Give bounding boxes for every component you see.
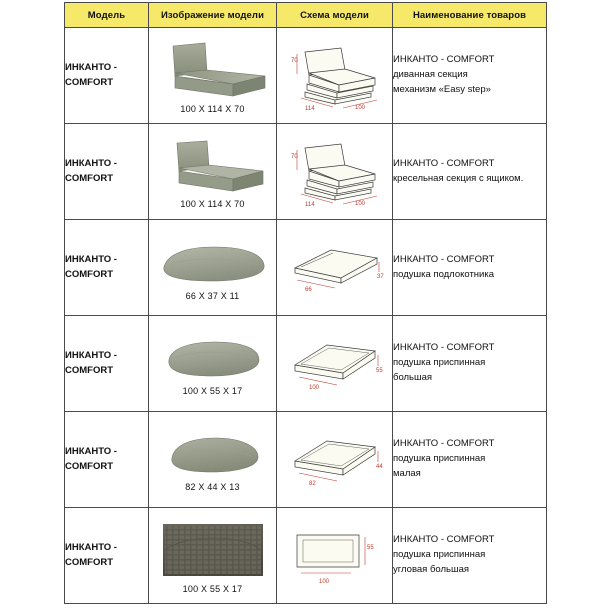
column-header-model: Модель: [65, 3, 149, 28]
cell-image: [149, 508, 277, 604]
scheme-label-depth: 114: [304, 105, 315, 112]
column-header-image: Изображение модели: [149, 3, 277, 28]
scheme-label-width: 66: [304, 286, 312, 293]
cell-image: [149, 28, 277, 124]
product-photo-back-pillow-small: [149, 424, 276, 496]
product-name-sub-2: большая: [393, 371, 433, 383]
scheme-label-height: 70: [290, 153, 298, 160]
product-photo-corner-pillow: [149, 514, 276, 598]
product-name-sub-1: подушка подлокотника: [393, 268, 495, 280]
product-name-sub-1: подушка приспинная: [393, 549, 486, 561]
product-name-sub-1: диванная секция: [393, 69, 468, 81]
product-name-title: ИНКАНТО - COMFORT: [393, 534, 495, 546]
cell-model: ИНКАНТО - COMFORT: [65, 508, 149, 604]
sofa-section-photo: [153, 40, 273, 102]
cell-image: [149, 124, 277, 220]
scheme-drawing-armchair-section: [283, 138, 387, 206]
scheme-drawing-corner-pillow: [283, 523, 387, 589]
table-header: [65, 3, 547, 28]
column-header-name: Наименование товаров: [393, 3, 547, 28]
catalog-page: [0, 2, 608, 610]
product-name-sub-2: угловая большая: [393, 563, 470, 575]
product-name-sub-1: кресельная секция с ящиком.: [393, 172, 524, 184]
table-row: [65, 412, 547, 508]
cell-model: ИНКАНТО - COMFORT: [65, 220, 149, 316]
cell-model: ИНКАНТО - COMFORT: [65, 412, 149, 508]
back-pillow-large-photo: [155, 334, 271, 384]
product-name-sub-2: малая: [393, 467, 421, 479]
cell-image: [149, 412, 277, 508]
scheme-label-width: 100: [354, 200, 365, 206]
cell-scheme: [277, 28, 393, 124]
scheme-drawing-sofa-section: [283, 40, 387, 112]
table-body: [65, 28, 547, 604]
table-row: [65, 316, 547, 412]
scheme-label-depth: 37: [376, 273, 384, 280]
product-photo-armchair-section: [149, 131, 276, 213]
table-row: [65, 28, 547, 124]
cell-model: ИНКАНТО - COMFORT: [65, 124, 149, 220]
product-name-sub-2: механизм «Easy step»: [393, 83, 491, 95]
cell-name: [393, 412, 547, 508]
cell-name: [393, 316, 547, 412]
armchair-section-photo: [153, 137, 273, 197]
dimensions-label: 66 X 37 X 11: [185, 290, 240, 301]
scheme-label-depth: 55: [366, 544, 374, 551]
cell-scheme: [277, 316, 393, 412]
scheme-label-width: 100: [308, 384, 319, 391]
cell-scheme: [277, 220, 393, 316]
dimensions-label: 100 X 55 X 17: [182, 583, 243, 594]
cell-model: ИНКАНТО - COMFORT: [65, 316, 149, 412]
cell-name: [393, 220, 547, 316]
back-pillow-small-photo: [158, 430, 268, 480]
table-row: [65, 220, 547, 316]
armrest-pillow-photo: [154, 237, 272, 289]
product-name-sub-1: подушка приспинная: [393, 357, 486, 369]
scheme-label-width: 100: [318, 578, 329, 585]
product-catalog-table: [64, 2, 547, 604]
product-photo-back-pillow-large: [149, 328, 276, 400]
cell-scheme: [277, 508, 393, 604]
scheme-drawing-armrest-pillow: [283, 240, 387, 296]
cell-scheme: [277, 412, 393, 508]
product-name-sub-1: подушка приспинная: [393, 453, 486, 465]
product-name-title: ИНКАНТО - COMFORT: [393, 342, 495, 354]
dimensions-label: 82 X 44 X 13: [185, 481, 240, 492]
scheme-drawing-back-pillow-large: [283, 335, 387, 393]
product-name-title: ИНКАНТО - COMFORT: [393, 438, 495, 450]
table-row: [65, 124, 547, 220]
cell-name: [393, 508, 547, 604]
header-row: [65, 3, 547, 28]
cell-name: [393, 124, 547, 220]
scheme-label-width: 100: [354, 104, 365, 111]
table-row: [65, 508, 547, 604]
column-header-scheme: Схема модели: [277, 3, 393, 28]
scheme-label-depth: 44: [375, 463, 383, 470]
scheme-label-depth: 114: [304, 201, 315, 206]
product-photo-sofa-section: [149, 34, 276, 118]
scheme-label-depth: 55: [375, 367, 383, 374]
cell-name: [393, 28, 547, 124]
product-name-title: ИНКАНТО - COMFORT: [393, 54, 495, 66]
product-name-title: ИНКАНТО - COMFORT: [393, 157, 495, 169]
cell-scheme: [277, 124, 393, 220]
scheme-drawing-back-pillow-small: [283, 431, 387, 489]
scheme-label-width: 82: [308, 480, 316, 487]
product-photo-armrest-pillow: [149, 231, 276, 305]
dimensions-label: 100 X 114 X 70: [180, 198, 245, 209]
cell-image: [149, 220, 277, 316]
dimensions-label: 100 X 55 X 17: [182, 385, 243, 396]
scheme-label-height: 70: [290, 57, 298, 64]
cell-model: ИНКАНТО - COMFORT: [65, 28, 149, 124]
product-name-title: ИНКАНТО - COMFORT: [393, 253, 495, 265]
dimensions-label: 100 X 114 X 70: [180, 103, 245, 114]
cell-image: [149, 316, 277, 412]
corner-pillow-photo: [155, 520, 271, 582]
